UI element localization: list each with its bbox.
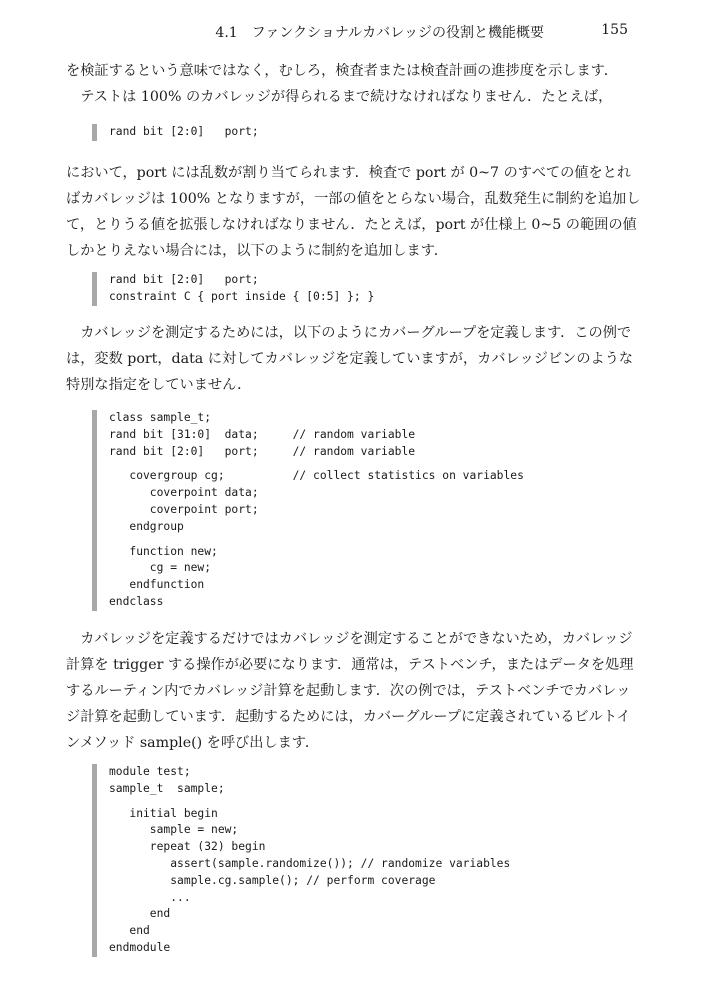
section-title: 4.1 ファンクショナルカバレッジの役割と機能概要 bbox=[215, 25, 544, 41]
code-line: end bbox=[109, 924, 150, 938]
code-gap bbox=[109, 798, 649, 806]
code-line: class sample_t; bbox=[109, 411, 212, 424]
code-line: rand bit [2:0] port; bbox=[109, 273, 259, 286]
code-line: assert(sample.randomize()); // randomize variables bbox=[109, 856, 511, 870]
code-line: endclass bbox=[109, 594, 164, 608]
code-line: initial begin bbox=[109, 806, 218, 820]
code-line: sample_t sample; bbox=[109, 781, 225, 795]
code-line: end bbox=[109, 907, 171, 921]
code-line: endgroup bbox=[109, 519, 184, 533]
code-line: function new; bbox=[109, 544, 218, 558]
paragraph-4: カバレッジを測定するためには，以下のようにカバーグループを定義します．この例では，変数 port，data に対してカバレッジを定義していますが，カバレッジビンのような特別な指定をしていません． bbox=[66, 325, 634, 393]
code-line: coverpoint port; bbox=[109, 502, 259, 516]
code-line: sample = new; bbox=[109, 823, 239, 837]
code-line: rand bit [2:0] port; bbox=[109, 125, 259, 138]
code-block bbox=[92, 272, 649, 306]
code-line: rand bit [2:0] port; // random variable bbox=[109, 444, 416, 458]
code-line: coverpoint data; bbox=[109, 486, 259, 500]
paragraph-1: を検証するという意味ではなく，むしろ，検査者または検査計画の進捗度を示します． bbox=[66, 63, 618, 79]
code-line: cg = new; bbox=[109, 561, 212, 575]
code-gap bbox=[109, 460, 649, 468]
page-number: 155 bbox=[601, 22, 628, 38]
code-block bbox=[92, 124, 649, 141]
code-line: covergroup cg; // collect statistics on variables bbox=[109, 469, 524, 483]
code-block bbox=[92, 764, 649, 957]
paragraph-3: において，port には乱数が割り当てられます．検査で port が 0~7 のすべての値をとればカバレッジは 100% となりますが，一部の値をとらない場合，乱数発生に制約を追加して，とりうる値を拡張しなければなりません．たとえば，port が仕様上 0~5 の範囲の値しかとりえない場合には，以下のように制約を追加します． bbox=[66, 165, 641, 259]
code-line: endfunction bbox=[109, 578, 205, 592]
code-gap bbox=[109, 536, 649, 544]
code-block bbox=[92, 410, 649, 611]
code-line: module test; bbox=[109, 765, 191, 778]
code-line: rand bit [31:0] data; // random variable bbox=[109, 427, 416, 441]
paragraph-5: カバレッジを定義するだけではカバレッジを測定することができないため，カバレッジ計算を trigger する操作が必要になります．通常は，テストベンチ，またはデータを処理するルーティン内でカバレッジ計算を起動します．次の例では，テストベンチでカバレッジ計算を起動しています．起動するためには，カバーグループに定義されているビルトインメソッド sample() を呼び出します． bbox=[66, 631, 634, 751]
code-line: ... bbox=[109, 890, 191, 904]
code-line: repeat (32) begin bbox=[109, 840, 266, 854]
page-header bbox=[66, 22, 628, 44]
code-line: endmodule bbox=[109, 940, 171, 954]
code-line: sample.cg.sample(); // perform coverage bbox=[109, 873, 436, 887]
code-line: constraint C { port inside { [0:5] }; } bbox=[109, 289, 375, 303]
paragraph-2: テストは 100% のカバレッジが得られるまで続けなければなりません．たとえば， bbox=[66, 89, 613, 105]
